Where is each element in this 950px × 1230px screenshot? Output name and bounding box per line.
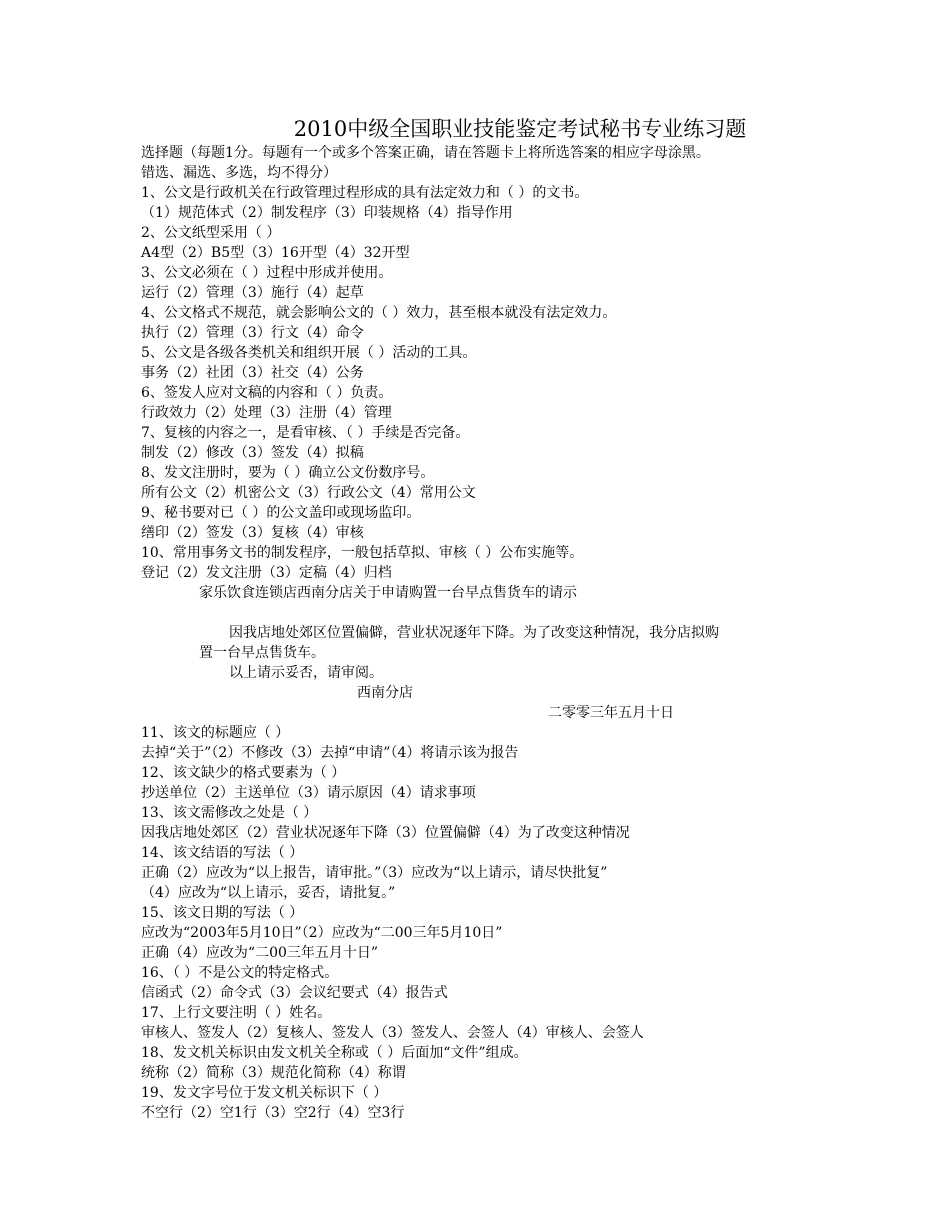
text-line: 制发（2）修改（3）签发（4）拟稿: [141, 445, 364, 461]
text-line: 3、公文必须在（ ）过程中形成并使用。: [141, 265, 393, 281]
text-line: 14、该文结语的写法（ ）: [141, 845, 304, 861]
text-line: 不空行（2）空1行（3）空2行（4）空3行: [141, 1105, 405, 1121]
text-line: 16、（ ）不是公文的特定格式。: [141, 965, 339, 981]
text-line: 登记（2）发文注册（3）定稿（4）归档: [141, 565, 392, 581]
text-line: 9、秘书要对已（ ）的公文盖印或现场监印。: [141, 505, 421, 521]
text-line: 统称（2）简称（3）规范化简称（4）称谓: [141, 1065, 406, 1081]
text-line: 所有公文（2）机密公文（3）行政公文（4）常用公文: [141, 485, 476, 501]
text-line: 以上请示妥否，请审阅。: [229, 665, 383, 681]
text-line: 1、公文是行政机关在行政管理过程形成的具有法定效力和（ ）的文书。: [141, 185, 589, 201]
text-line: A4型（2）B5型（3）16开型（4）32开型: [141, 245, 410, 261]
text-line: （4）应改为“以上请示，妥否，请批复。”: [141, 885, 396, 901]
text-line: 13、该文需修改之处是（ ）: [141, 805, 318, 821]
text-line: 因我店地处郊区位置偏僻，营业状况逐年下降。为了改变这种情况，我分店拟购: [229, 625, 719, 641]
document-body: [141, 143, 861, 1123]
text-line: 置一台早点售货车。: [199, 645, 325, 661]
text-line: 8、发文注册时，要为（ ）确立公文份数序号。: [141, 465, 435, 481]
text-line: 18、发文机关标识由发文机关全称或（ ）后面加“文件”组成。: [141, 1045, 528, 1061]
text-line: 7、复核的内容之一，是看审核、（ ）手续是否完备。: [141, 425, 470, 441]
text-line: 因我店地处郊区（2）营业状况逐年下降（3）位置偏僻（4）为了改变这种情况: [141, 825, 630, 841]
blank-line: [141, 603, 861, 623]
text-line: 17、上行文要注明（ ）姓名。: [141, 1005, 332, 1021]
text-line: 11、该文的标题应（ ）: [141, 725, 290, 741]
text-line: 行政效力（2）处理（3）注册（4）管理: [141, 405, 392, 421]
text-line: 执行（2）管理（3）行文（4）命令: [141, 325, 364, 341]
text-line: 应改为“2003年5月10日”（2）应改为“二00三年5月10日”: [141, 925, 503, 941]
text-line: 2、公文纸型采用（ ）: [141, 225, 281, 241]
text-line: 12、该文缺少的格式要素为（ ）: [141, 765, 346, 781]
text-line: 10、常用事务文书的制发程序，一般包括草拟、审核（ ）公布实施等。: [141, 545, 584, 561]
text-line: 正确（2）应改为“以上报告，请审批。”（3）应改为“以上请示，请尽快批复”: [141, 865, 608, 881]
text-line: 错选、漏选、多选，均不得分）: [141, 165, 337, 181]
text-line: 信函式（2）命令式（3）会议纪要式（4）报告式: [141, 985, 448, 1001]
text-line: 审核人、签发人（2）复核人、签发人（3）签发人、会签人（4）审核人、会签人: [141, 1025, 644, 1041]
text-line: 事务（2）社团（3）社交（4）公务: [141, 365, 364, 381]
text-line: 抄送单位（2）主送单位（3）请示原因（4）请求事项: [141, 785, 476, 801]
page-title: 2010中级全国职业技能鉴定考试秘书专业练习题: [293, 117, 747, 141]
text-line: 去掉“关于”（2）不修改（3）去掉“申请”（4）将请示该为报告: [141, 745, 519, 761]
text-line: 15、该文日期的写法（ ）: [141, 905, 304, 921]
text-line: 6、签发人应对文稿的内容和（ ）负责。: [141, 385, 393, 401]
text-line: 正确（4）应改为“二00三年五月十日”: [141, 945, 379, 961]
text-line: （1）规范体式（2）制发程序（3）印装规格（4）指导作用: [141, 205, 513, 221]
text-line: 西南分店: [357, 685, 413, 701]
text-line: 4、公文格式不规范，就会影响公文的（ ）效力，甚至根本就没有法定效力。: [141, 305, 617, 321]
text-line: 选择题（每题1分。每题有一个或多个答案正确，请在答题卡上将所选答案的相应字母涂黑。: [141, 145, 710, 161]
text-line: 家乐饮食连锁店西南分店关于申请购置一台早点售货车的请示: [199, 585, 577, 601]
text-line: 二零零三年五月十日: [548, 705, 674, 721]
text-line: 运行（2）管理（3）施行（4）起草: [141, 285, 364, 301]
text-line: 5、公文是各级各类机关和组织开展（ ）活动的工具。: [141, 345, 477, 361]
text-line: 缮印（2）签发（3）复核（4）审核: [141, 525, 364, 541]
text-line: 19、发文字号位于发文机关标识下（ ）: [141, 1085, 388, 1101]
